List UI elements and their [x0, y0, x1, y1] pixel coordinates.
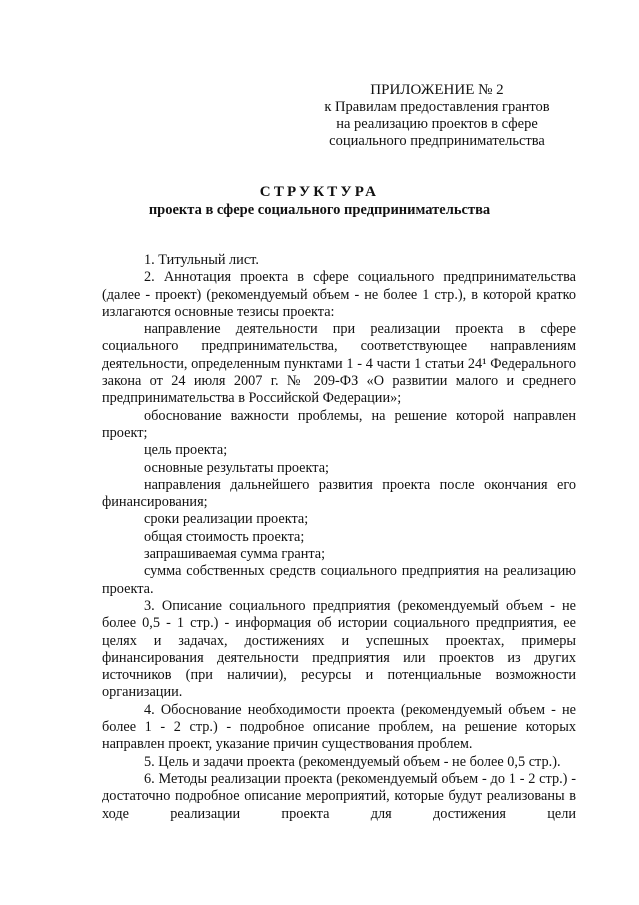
appendix-ref-line-2: на реализацию проектов в сфере	[336, 116, 538, 132]
paragraph-4: обоснование важности проблемы, на решение которой направлен проект;	[102, 407, 576, 441]
appendix-ref-line-1: к Правилам предоставления грантов	[324, 99, 550, 115]
appendix-ref-line-3: социального предпринимательства	[329, 133, 545, 149]
paragraph-2: 2. Аннотация проекта в сфере социального предпринимательства (далее - проект) (рекомендуемый объем - не более 1 стр.), в которой кратко излагаются основные тезисы проекта:	[102, 269, 576, 320]
appendix-number: ПРИЛОЖЕНИЕ № 2	[370, 82, 504, 98]
paragraph-13: 4. Обоснование необходимости проекта (рекомендуемый объем - не более 1 - 2 стр.) - подробное описание проблем, на решение которых направлен проект, указание причин существования проблем.	[102, 701, 576, 753]
paragraph-12: 3. Описание социального предприятия (рекомендуемый объем - не более 0,5 - 1 стр.) - информация об истории социального предприятия, ее целях и задачах, достижениях и успешных проектах, примеры финансирования деятельности предприятия или проектов из других источников (при наличии), ресурсы и потенциальные возможности организации.	[102, 597, 576, 701]
paragraph-10: запрашиваемая сумма гранта;	[144, 546, 326, 563]
paragraph-11: сумма собственных средств социального предприятия на реализацию проекта.	[102, 563, 576, 597]
document-subtitle: проекта в сфере социального предпринимательства	[148, 202, 491, 218]
paragraph-1: 1. Титульный лист.	[144, 252, 259, 268]
appendix-header	[307, 82, 567, 150]
paragraph-9: общая стоимость проекта;	[144, 528, 305, 545]
document-body	[102, 252, 576, 823]
paragraph-8: сроки реализации проекта;	[144, 511, 309, 528]
paragraph-5: цель проекта;	[144, 442, 228, 459]
paragraph-7: направления дальнейшего развития проекта после окончания его финансирования;	[102, 476, 576, 511]
paragraph-6: основные результаты проекта;	[144, 459, 330, 476]
paragraph-15: 6. Методы реализации проекта (рекомендуемый объем - до 1 - 2 стр.) - достаточно подробное описание мероприятий, которые будут реализованы в ходе реализации проекта для достижения цели	[102, 770, 576, 822]
paragraph-3: направление деятельности при реализации проекта в сфере социального предпринимательства, соответствующее направлениям деятельности, определенным пунктами 1 - 4 части 1 статьи 24¹ Федерального закона от 24 июля 2007 г. № 209-ФЗ «О развитии малого и среднего предпринимательства в Российской Федерации»;	[102, 321, 576, 407]
document-title: СТРУКТУРА	[259, 184, 380, 200]
paragraph-14: 5. Цель и задачи проекта (рекомендуемый объем - не более 0,5 стр.).	[144, 753, 561, 770]
